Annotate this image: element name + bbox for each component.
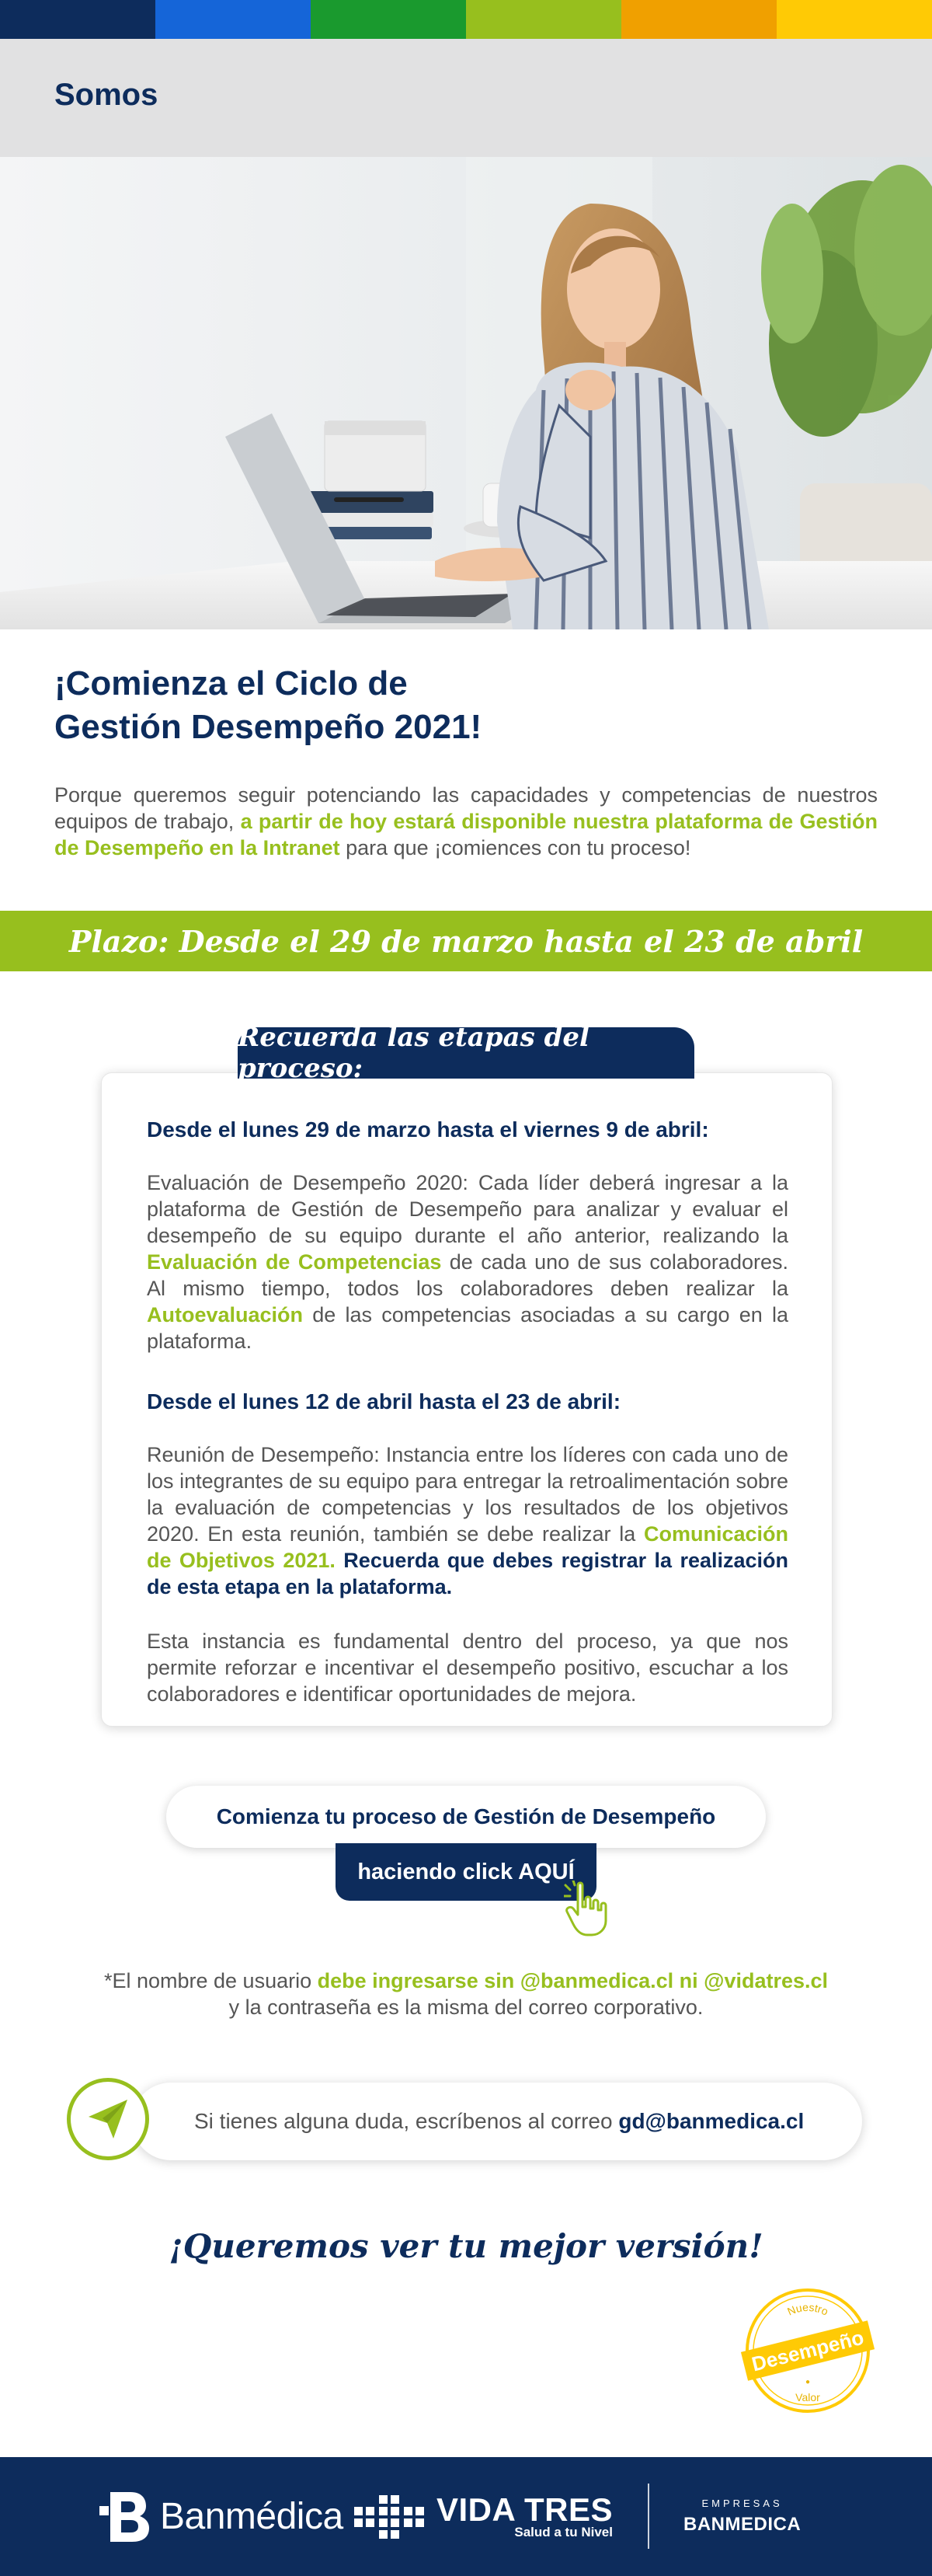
color-segment-navy [0, 0, 155, 39]
click-here-button[interactable] [336, 1843, 596, 1901]
color-segment-blue [155, 0, 311, 39]
hero-image [0, 157, 932, 629]
tagline: ¡Queremos ver tu mejor versión! [169, 2227, 763, 2265]
stage2-paragraph [147, 1441, 788, 1600]
vidatres-slogan: Salud a tu Nivel [514, 2524, 613, 2539]
stages-tab [238, 1022, 694, 1084]
vidatres-cross-icon [353, 2494, 427, 2540]
stage2-heading: Desde el lunes 12 de abril hasta el 23 de abril: [147, 1389, 621, 1413]
color-segment-lime [466, 0, 621, 39]
note-line-2: y la contraseña es la misma del correo corporativo. [228, 1996, 704, 2019]
top-color-bar [0, 0, 932, 39]
note-text: *El nombre de usuario [103, 1969, 318, 1992]
header-label: Somos [54, 78, 158, 112]
stage1-highlight-competencias: Evaluación de Competencias [147, 1250, 442, 1274]
seal-main-text: Desempeño [749, 2325, 867, 2376]
vidatres-name: VIDA TRES [436, 2491, 613, 2528]
deadline-band [0, 911, 932, 971]
empresas-banmedica-logo [683, 2457, 801, 2576]
desempeno-seal-icon [739, 2285, 876, 2417]
stages-card-content [147, 1117, 788, 1707]
footer-divider [648, 2484, 649, 2549]
stage1-text-3: de las competencias asociadas a su cargo en la plataforma. [147, 1303, 788, 1353]
stage2-reminder: Recuerda que debes registrar la realización de esta etapa en la plataforma. [147, 1549, 789, 1598]
paper-plane-icon [85, 2097, 130, 2142]
footer [0, 2457, 932, 2576]
login-note [0, 1968, 932, 2020]
contact-pill [132, 2083, 862, 2160]
stage1-text-1: Evaluación de Desempeño 2020: Cada líder deberá ingresar a la plataforma de Gestión de Desempeño para analizar y evaluar el desempeño de su equipo durante el año anterior, realizando la [147, 1171, 788, 1247]
color-segment-orange [621, 0, 777, 39]
stages-tab-title: Recuerda las etapas del proceso: [238, 1022, 589, 1084]
woman-at-laptop-photo [0, 157, 932, 629]
contact-text [194, 2109, 804, 2134]
contact-prefix: Si tienes alguna duda, escríbenos al correo [194, 2109, 619, 2133]
stages-card [101, 1072, 833, 1727]
note-highlight: debe ingresarse sin @banmedica.cl ni @vidatres.cl [317, 1969, 829, 1992]
stage2-highlight: Comunicación de Objetivos 2021. [147, 1522, 788, 1572]
cta-pill[interactable] [166, 1786, 766, 1848]
empresas-wordmark [683, 2498, 801, 2536]
note-line-1 [0, 1968, 932, 1994]
empresas-label: EMPRESAS [701, 2498, 783, 2509]
header-band [0, 39, 932, 157]
banmedica-b-icon [99, 2489, 151, 2545]
click-here-label: haciendo click AQUÍ [357, 1859, 575, 1884]
color-segment-yellow [777, 0, 932, 39]
contact-email-link[interactable]: gd@banmedica.cl [618, 2109, 805, 2133]
banmedica-logo [99, 2457, 343, 2576]
intro-paragraph [54, 782, 878, 861]
stage1-heading: Desde el lunes 29 de marzo hasta el viernes 9 de abril: [147, 1117, 709, 1142]
color-segment-green [311, 0, 466, 39]
vidatres-wordmark [436, 2491, 613, 2539]
vidatres-logo [353, 2457, 613, 2576]
intro-text-1: Porque queremos seguir potenciando las capacidades y competencias de nuestros equipos de trabajo, [54, 783, 878, 833]
seal-bottom-text: Valor [795, 2391, 820, 2403]
svg-text:●: ● [805, 2378, 811, 2386]
empresas-name: BANMEDICA [683, 2514, 802, 2535]
banmedica-wordmark: Banmédica [160, 2496, 343, 2537]
intro-text-2: para que ¡comiences con tu proceso! [339, 836, 691, 859]
stage1-highlight-autoevaluacion: Autoevaluación [147, 1303, 304, 1326]
title-line-2: Gestión Desempeño 2021! [54, 708, 482, 746]
cta-pill-text: Comienza tu proceso de Gestión de Desempeño [216, 1804, 716, 1828]
pointer-hand-icon [564, 1881, 626, 1938]
seal-top-text: Nuestro [785, 2300, 830, 2318]
stage1-text-2: de cada uno de sus colaboradores. Al mismo tiempo, todos los colaboradores deben realizar la [147, 1250, 788, 1300]
intro-highlight: a partir de hoy estará disponible nuestra plataforma de Gestión de Desempeño en la Intranet [54, 810, 878, 859]
deadline-text: Plazo: Desde el 29 de marzo hasta el 23 de abril [68, 923, 864, 959]
page-title [54, 662, 753, 749]
stage1-paragraph [147, 1169, 788, 1354]
title-line-1: ¡Comienza el Ciclo de [54, 664, 408, 702]
stage2-text-1: Reunión de Desempeño: Instancia entre los líderes con cada uno de los integrantes de su equipo para entregar la retroalimentación sobre la evaluación de competencias y los resultados de los objetivos 2020. En esta reunión, también se debe realizar la [147, 1443, 788, 1546]
closing-paragraph: Esta instancia es fundamental dentro del proceso, ya que nos permite reforzar e incentivar el desempeño positivo, escuchar a los colaboradores e identificar oportunidades de mejora. [147, 1630, 788, 1706]
paper-plane-badge [67, 2078, 149, 2160]
